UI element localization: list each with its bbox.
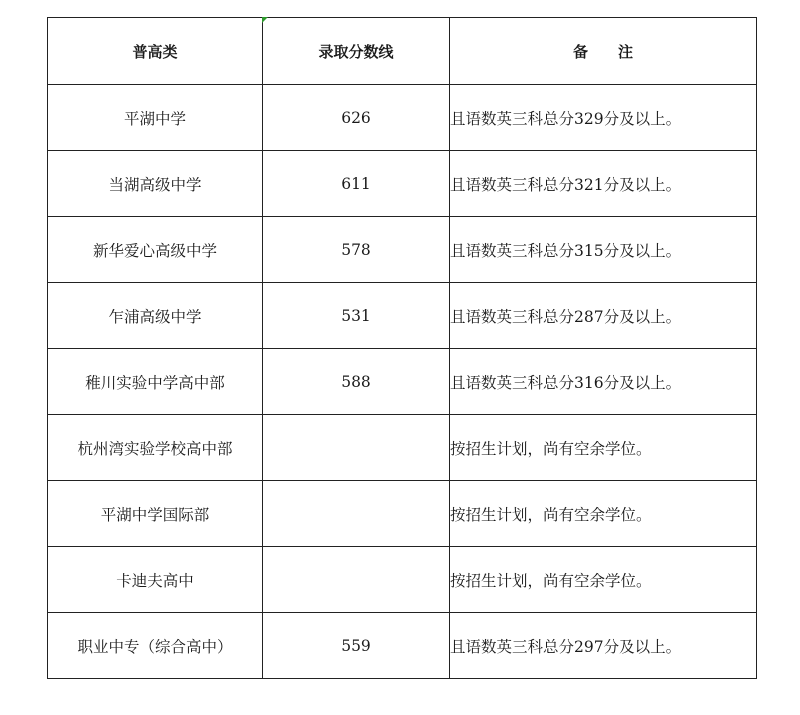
remark: 按招生计划，尚有空余学位。 (450, 547, 757, 613)
remark: 且语数英三科总分316分及以上。 (450, 349, 757, 415)
table-row (48, 613, 757, 679)
remark: 按招生计划，尚有空余学位。 (450, 415, 757, 481)
school-name: 乍浦高级中学 (48, 283, 263, 349)
table-row (48, 217, 757, 283)
table-row (48, 481, 757, 547)
cell-corner-marker (262, 17, 268, 23)
school-name: 稚川实验中学高中部 (48, 349, 263, 415)
table-row (48, 349, 757, 415)
table-header-row (48, 18, 757, 85)
cutoff-score: 626 (263, 85, 450, 151)
cutoff-score: 588 (263, 349, 450, 415)
table-row (48, 85, 757, 151)
cutoff-score (263, 481, 450, 547)
cutoff-score: 578 (263, 217, 450, 283)
school-name: 杭州湾实验学校高中部 (48, 415, 263, 481)
table-row (48, 547, 757, 613)
table-row (48, 151, 757, 217)
cutoff-score: 611 (263, 151, 450, 217)
school-name: 当湖高级中学 (48, 151, 263, 217)
header-school: 普高类 (48, 18, 263, 85)
header-note: 备 注 (450, 18, 757, 85)
remark: 且语数英三科总分287分及以上。 (450, 283, 757, 349)
school-name: 平湖中学国际部 (48, 481, 263, 547)
remark: 且语数英三科总分321分及以上。 (450, 151, 757, 217)
header-score: 录取分数线 (263, 18, 450, 85)
cutoff-score: 531 (263, 283, 450, 349)
school-name: 平湖中学 (48, 85, 263, 151)
school-name: 职业中专（综合高中） (48, 613, 263, 679)
school-name: 新华爱心高级中学 (48, 217, 263, 283)
cutoff-score (263, 415, 450, 481)
remark: 且语数英三科总分329分及以上。 (450, 85, 757, 151)
remark: 按招生计划，尚有空余学位。 (450, 481, 757, 547)
table-row (48, 415, 757, 481)
school-name: 卡迪夫高中 (48, 547, 263, 613)
cutoff-score: 559 (263, 613, 450, 679)
cutoff-score (263, 547, 450, 613)
remark: 且语数英三科总分297分及以上。 (450, 613, 757, 679)
remark: 且语数英三科总分315分及以上。 (450, 217, 757, 283)
table-row (48, 283, 757, 349)
admission-score-table (47, 17, 757, 679)
